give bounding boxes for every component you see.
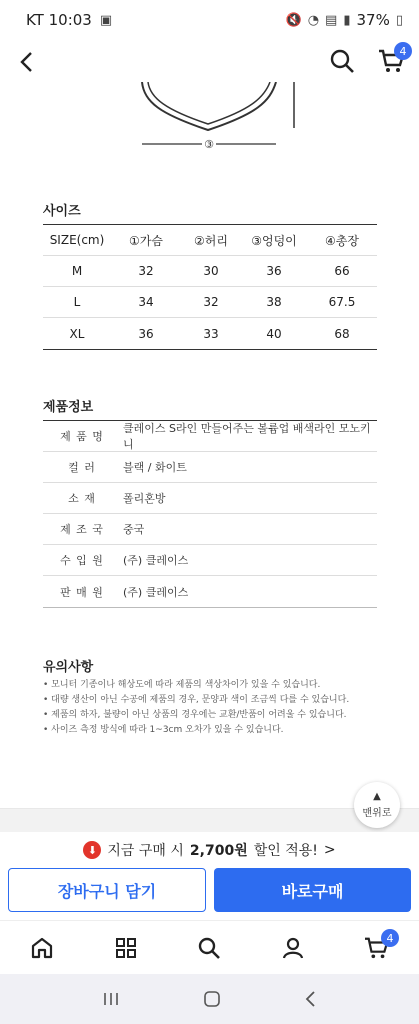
signal-icon: ▮	[343, 12, 351, 28]
bottom-nav	[0, 920, 419, 974]
mute-icon: 🔇	[285, 12, 302, 28]
discount-amount: 2,700원	[189, 843, 248, 859]
info-section-title: 제품정보	[43, 400, 94, 415]
table-row	[43, 545, 377, 576]
header-cell: SIZE(cm)	[49, 233, 105, 247]
status-bar	[0, 0, 419, 40]
info-value: 클레이스 S라인 만들어주는 볼륨업 배색라인 모노키니	[123, 422, 371, 451]
table-cell: 40	[266, 326, 282, 341]
list-item: • 제품의 하자, 불량이 아닌 상품의 경우에는 교환/반품이 어려울 수 있습니다.	[43, 710, 347, 720]
size-table	[43, 224, 377, 350]
header-cell: ③엉덩이	[251, 233, 297, 248]
cart-count-badge: 4	[394, 42, 412, 60]
table-row	[43, 421, 377, 452]
nav-search[interactable]	[168, 921, 252, 975]
table-row	[43, 318, 377, 349]
chevron-right-icon: >	[323, 842, 336, 858]
table-cell: 33	[203, 326, 219, 341]
table-cell: 34	[138, 295, 154, 309]
list-item: • 대량 생산이 아닌 수공에 제품의 경우, 문양과 색이 조금씩 다를 수 있습니다.	[43, 695, 350, 705]
user-icon	[281, 936, 305, 960]
table-row	[43, 483, 377, 514]
carrier-time: KT 10:03	[26, 11, 92, 29]
table-row	[43, 452, 377, 483]
search-icon	[197, 936, 221, 960]
nav-my-page[interactable]	[251, 921, 335, 975]
header-cell: ②허리	[194, 233, 228, 248]
table-cell: 68	[334, 326, 350, 341]
info-key: 제 품 명	[60, 430, 104, 443]
grid-icon	[115, 937, 137, 959]
table-cell: 32	[203, 295, 219, 309]
table-cell: 36	[138, 326, 154, 341]
table-row	[43, 256, 377, 287]
back-button[interactable]	[12, 46, 40, 78]
info-key: 컬 러	[68, 461, 96, 474]
hd-icon: ▤	[325, 12, 338, 28]
battery-icon: ▯	[395, 12, 403, 28]
table-cell: 32	[138, 264, 154, 278]
size-table-header	[43, 225, 377, 256]
gallery-icon: ▣	[99, 12, 113, 28]
system-nav-bar	[0, 974, 419, 1024]
product-info-table	[43, 420, 377, 608]
table-cell: 38	[266, 295, 282, 309]
table-cell: L	[73, 295, 81, 309]
table-cell: 66	[334, 264, 350, 278]
info-key: 제 조 국	[60, 523, 104, 536]
search-button[interactable]	[326, 44, 358, 78]
info-value: 폴리혼방	[123, 492, 166, 505]
arrow-down-icon: ⬇	[83, 841, 101, 859]
info-key: 판 매 원	[60, 585, 104, 599]
table-cell: M	[71, 264, 83, 278]
wifi-icon: ◔	[307, 12, 320, 28]
recent-apps-icon[interactable]	[102, 991, 120, 1007]
nav-category[interactable]	[84, 921, 168, 975]
table-cell: 67.5	[328, 295, 356, 309]
info-key: 소 재	[68, 492, 96, 505]
battery-percent: 37%	[356, 11, 390, 29]
scroll-top-button[interactable]	[354, 782, 400, 828]
home-icon	[30, 936, 54, 960]
table-cell: 36	[266, 264, 282, 278]
top-header	[0, 40, 419, 84]
header-cell: ①가슴	[129, 233, 163, 248]
info-value: (주) 클레이스	[123, 585, 189, 599]
discount-prefix: 지금 구매 시	[107, 843, 184, 859]
header-cell: ④총장	[325, 233, 359, 248]
info-value: 블랙 / 화이트	[123, 461, 187, 474]
caret-up-icon: ▲	[373, 790, 381, 802]
table-cell: XL	[69, 326, 85, 341]
back-nav-icon[interactable]	[304, 990, 318, 1008]
info-value: 중국	[123, 523, 145, 536]
caution-list	[43, 678, 393, 738]
nav-home[interactable]	[0, 921, 84, 975]
discount-banner[interactable]	[0, 832, 419, 868]
info-key: 수 입 원	[60, 554, 104, 567]
list-item: • 모니터 기종이나 해상도에 따라 제품의 색상차이가 있을 수 있습니다.	[43, 680, 321, 690]
cart-button[interactable]	[374, 44, 410, 78]
discount-suffix: 할인 적용!	[253, 843, 318, 859]
cart-count-badge: 4	[381, 929, 399, 947]
list-item: • 사이즈 측정 방식에 따라 1~3cm 오차가 있을 수 있습니다.	[43, 725, 284, 735]
caution-section-title: 유의사항	[43, 660, 94, 675]
buy-now-button[interactable]: 바로구매	[214, 868, 411, 912]
diagram-marker: ③	[204, 138, 214, 151]
table-row	[43, 287, 377, 318]
nav-cart[interactable]	[335, 921, 419, 975]
chevron-left-icon	[19, 51, 33, 73]
home-button-icon[interactable]	[203, 990, 221, 1008]
table-row	[43, 514, 377, 545]
add-to-cart-button[interactable]: 장바구니 담기	[8, 868, 206, 912]
garment-diagram	[130, 82, 300, 154]
table-cell: 30	[203, 264, 219, 278]
scroll-top-label: 맨위로	[362, 807, 392, 819]
size-section-title: 사이즈	[43, 204, 81, 219]
table-row	[43, 576, 377, 607]
search-icon	[329, 48, 355, 74]
info-value: (주) 클레이스	[123, 554, 189, 567]
